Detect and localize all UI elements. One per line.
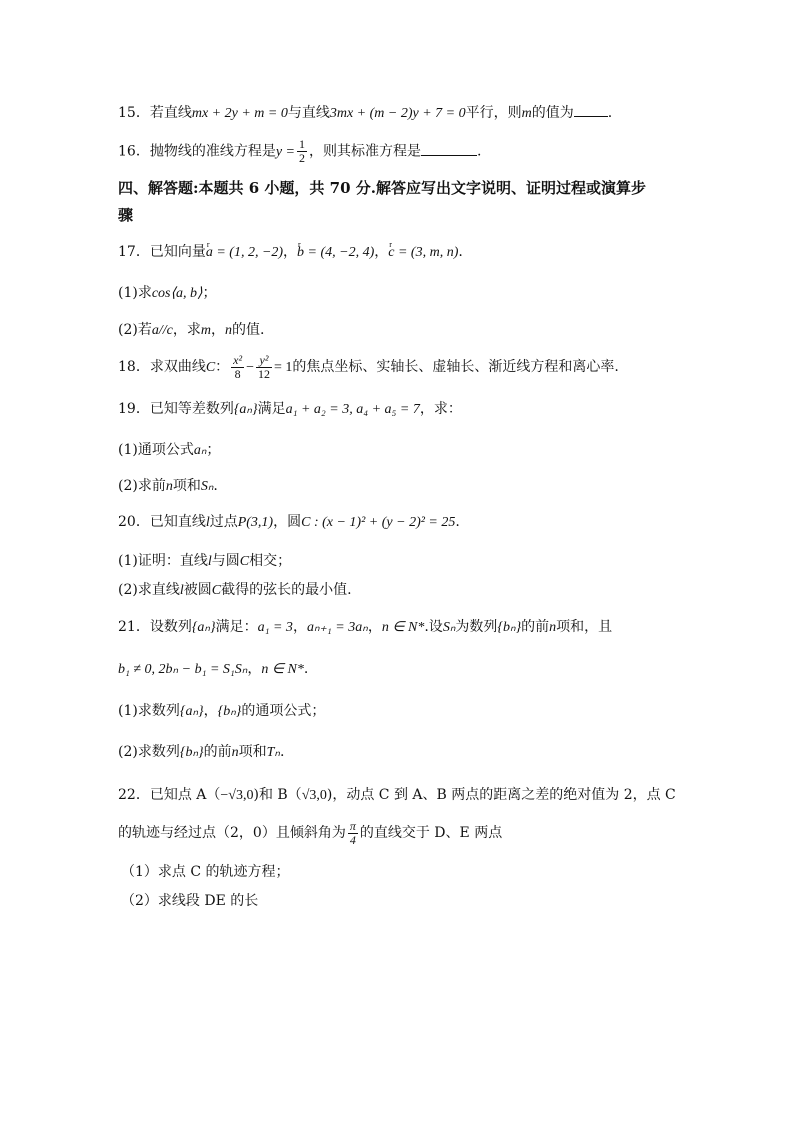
text: 的焦点坐标、实轴长、虚轴长、渐近线方程和离心率. (292, 359, 619, 375)
text: . (477, 143, 482, 160)
question-19-part-1 (118, 441, 220, 460)
text: 与直线 (287, 105, 330, 121)
text: . (455, 514, 460, 530)
text: ，则其标准方程是 (309, 143, 421, 160)
text: 平行，则 (465, 105, 522, 121)
variable: n (165, 479, 173, 494)
text: ： (215, 359, 230, 375)
fraction-denominator: 12 (258, 366, 271, 381)
text: (1)证明：直线 (118, 553, 208, 569)
text: 的通项公式； (241, 703, 326, 719)
variable: Sₙ (442, 620, 456, 635)
point: P(3,1) (237, 515, 274, 530)
question-number: 16． (118, 143, 150, 160)
sequence: {aₙ} (179, 704, 204, 719)
text: ， (203, 703, 218, 719)
text: (2)若 (118, 322, 152, 338)
question-15 (118, 104, 612, 123)
section-heading-cont: 骤 (118, 206, 134, 224)
text: (1)求 (118, 285, 152, 301)
text: ， (292, 619, 307, 635)
text: 若直线 (149, 105, 192, 121)
variable: n (224, 323, 232, 338)
text: ，求 (172, 322, 201, 338)
text: . (213, 478, 218, 494)
question-20-part-2 (118, 581, 352, 600)
condition: a₁ + a₂ = 3, a₄ + a₅ = 7 (285, 402, 420, 417)
fraction (256, 354, 272, 381)
condition: b₁ ≠ 0, 2bₙ − b₁ = S₁Sₙ (118, 662, 248, 677)
variable: n (231, 745, 239, 760)
variable: aₙ (193, 443, 207, 458)
variable: Tₙ (266, 745, 280, 760)
question-number: 18． (118, 359, 150, 375)
text: 的轨迹与经过点（2，0）且倾斜角为 (118, 825, 346, 841)
text: 项和 (172, 478, 201, 494)
variable: n (549, 620, 557, 635)
text: 为数列 (455, 619, 498, 635)
fraction (348, 820, 358, 847)
sequence: {aₙ} (233, 402, 258, 417)
question-17-part-1 (118, 284, 216, 303)
condition: n ∈ N* (381, 620, 425, 635)
operator: − (246, 360, 255, 375)
text: 设数列 (149, 619, 192, 635)
equation: y = (275, 144, 295, 160)
text: ， (210, 322, 225, 338)
text: ，圆 (273, 514, 302, 530)
point-a-coords: −√3,0 (220, 788, 254, 803)
question-22-part-2: （2）求线段 DE 的长 (121, 893, 259, 909)
fraction-numerator: 1 (299, 137, 305, 151)
equation: = 1 (274, 360, 293, 375)
answer-blank (574, 104, 608, 117)
expression: cos⟨a, b⟩ (151, 286, 203, 301)
text: 的前 (203, 744, 232, 760)
fraction-denominator: 4 (349, 832, 356, 847)
variable: Sₙ (200, 479, 214, 494)
sequence: {aₙ} (191, 620, 216, 635)
section-heading: 四、解答题:本题共 6 小题，共 70 分.解答应写出文字说明、证明过程或演算步 (118, 179, 646, 197)
variable: C (239, 554, 250, 569)
question-19-part-2 (118, 477, 218, 496)
text: 已知向量 (149, 244, 206, 260)
condition: aₙ₊₁ = 3aₙ (306, 620, 368, 635)
question-21-line-2 (118, 660, 308, 679)
fraction-numerator: x² (233, 352, 243, 367)
text: ，求： (419, 401, 462, 417)
condition: a₁ = 3 (257, 620, 293, 635)
fraction (231, 354, 244, 381)
question-20 (118, 513, 460, 532)
vector-c: r c = (3, m, n) (388, 244, 458, 262)
sequence: {bₙ} (497, 620, 522, 635)
question-22 (118, 786, 676, 805)
question-17 (118, 243, 463, 262)
text: 与圆 (211, 553, 240, 569)
text: )和 B（ (253, 787, 302, 803)
fraction-numerator: π (349, 818, 356, 833)
text: ， (283, 244, 298, 260)
text: 抛物线的准线方程是 (149, 143, 276, 160)
variable: l (179, 583, 184, 598)
text: 相交； (249, 553, 292, 569)
text: ， (247, 661, 262, 677)
equation: 3mx + (m − 2)y + 7 = 0 (329, 106, 466, 121)
text: . (458, 244, 463, 260)
text: 满足： (215, 619, 258, 635)
question-21-part-2 (118, 743, 284, 762)
text: ； (206, 442, 221, 458)
question-22-part-1: （1）求点 C 的轨迹方程； (121, 864, 290, 880)
text: 项和，且 (556, 619, 613, 635)
text: ， (374, 244, 389, 260)
text: (1)求数列 (118, 703, 180, 719)
text: (2)求前 (118, 478, 166, 494)
question-number: 15． (118, 105, 150, 121)
variable: m (200, 323, 211, 338)
text: 的值. (231, 322, 265, 338)
text: )，动点 C 到 A、B 两点的距离之差的绝对值为 2，点 C (326, 787, 676, 803)
question-18 (118, 352, 619, 383)
text: (1)通项公式 (118, 442, 194, 458)
text: 截得的弦长的最小值. (221, 582, 352, 598)
text: 被圆 (183, 582, 212, 598)
variable: l (207, 554, 212, 569)
question-number: 22． (118, 787, 150, 803)
text: . (607, 105, 613, 121)
question-20-part-1 (118, 552, 291, 571)
vector-a: r a = (1, 2, −2) (206, 244, 283, 262)
text: . (280, 744, 285, 760)
question-number: 21． (118, 619, 150, 635)
answer-blank (421, 143, 477, 156)
question-number: 20． (118, 514, 150, 530)
question-17-part-2 (118, 321, 264, 340)
expression: a//c (151, 323, 173, 338)
text: 满足 (257, 401, 286, 417)
text: 的值为 (531, 105, 574, 121)
equation: mx + 2y + m = 0 (191, 106, 288, 121)
question-16 (118, 138, 481, 166)
sequence: {bₙ} (179, 745, 204, 760)
variable: m (521, 106, 532, 121)
variable: l (205, 515, 210, 530)
text: 过点 (209, 514, 238, 530)
text: 已知点 A（ (149, 787, 221, 803)
text: (2)求数列 (118, 744, 180, 760)
text: ， (367, 619, 382, 635)
text: 已知直线 (149, 514, 206, 530)
question-19 (118, 400, 462, 419)
question-21-part-1 (118, 702, 325, 721)
question-22-line-2 (118, 818, 502, 848)
condition: n ∈ N* (261, 662, 304, 677)
vector-b: r b = (4, −2, 4) (297, 244, 374, 262)
text: ； (202, 285, 217, 301)
question-number: 19． (118, 401, 150, 417)
sequence: {bₙ} (217, 704, 242, 719)
fraction (297, 138, 307, 165)
point-b-coords: √3,0 (301, 788, 327, 803)
question-21 (118, 618, 612, 637)
text: 求双曲线 (149, 359, 206, 375)
text: 的前 (521, 619, 550, 635)
text: 项和 (238, 744, 267, 760)
variable: C (205, 360, 216, 375)
equation: C : (x − 1)² + (y − 2)² = 25 (301, 515, 456, 530)
variable: C (211, 583, 222, 598)
text: 已知等差数列 (149, 401, 234, 417)
question-number: 17． (118, 244, 150, 260)
fraction-denominator: 8 (234, 366, 241, 381)
fraction-denominator: 2 (299, 151, 305, 165)
fraction-numerator: y² (259, 352, 269, 367)
text: (2)求直线 (118, 582, 180, 598)
text: .设 (424, 619, 443, 635)
text: 的直线交于 D、E 两点 (359, 825, 503, 841)
text: . (303, 661, 309, 677)
